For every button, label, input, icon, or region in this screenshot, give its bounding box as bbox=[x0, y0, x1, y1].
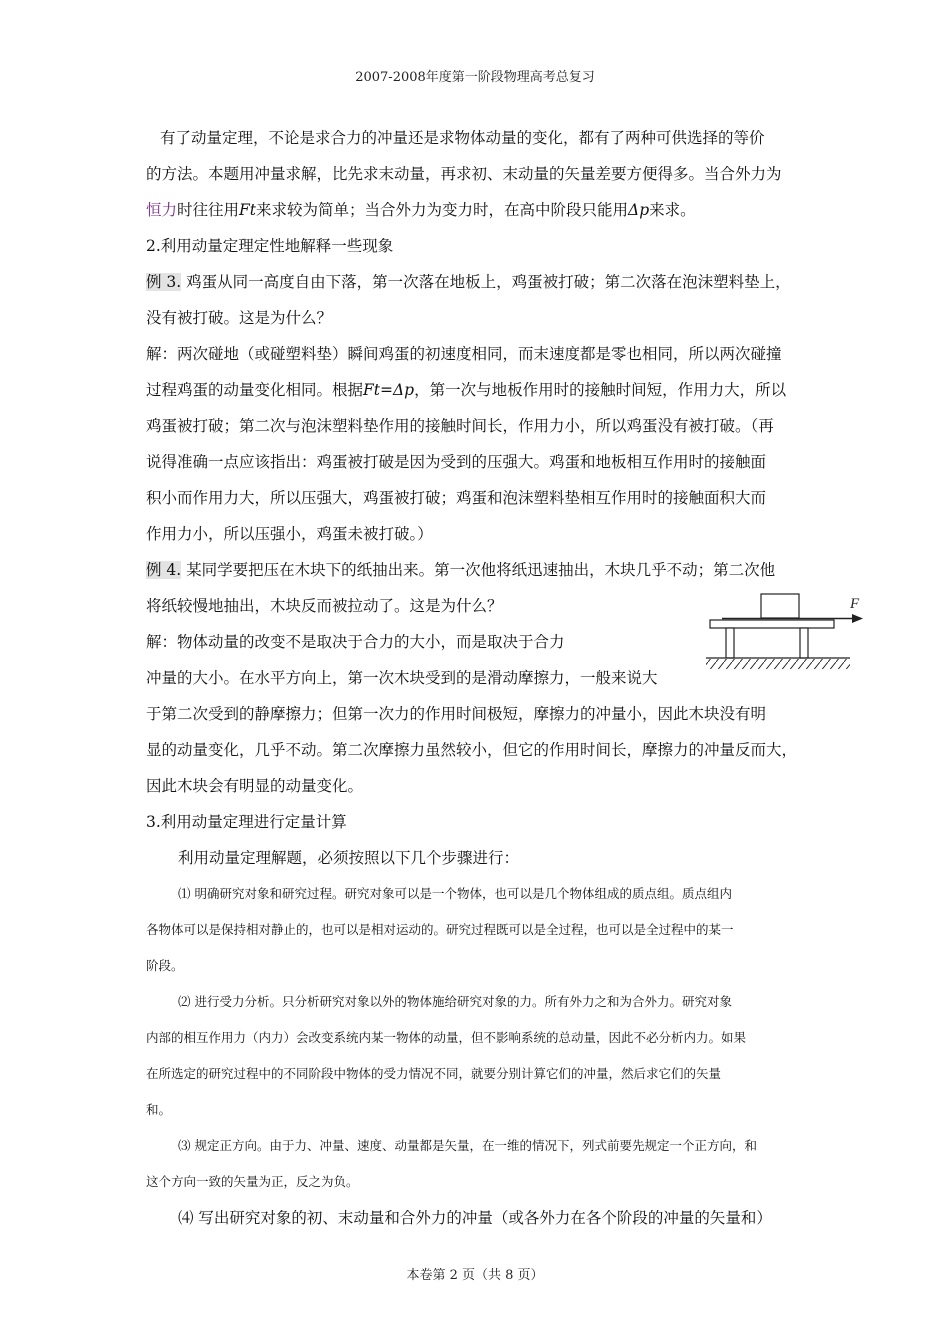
page-footer bbox=[0, 1264, 950, 1283]
step-2: ⑵ 进行受力分析。只分析研究对象以外的物体施给研究对象的力。所有外力之和为合外力。研究对象 内部的相互作用力（内力）会改变系统内某一物体的动量，但不影响系统的总动量，因此不必分析内力。如果 在所选定的研究过程中的不同阶段中物体的受力情况不同，就要分别计算它们的冲量，然后求它们的矢量 和。 bbox=[146, 994, 747, 1117]
page-number: 2 bbox=[449, 1268, 458, 1283]
paragraph-line: 鸡蛋被打破；第二次与泡沫塑料垫作用的接触时间长，作用力小，所以鸡蛋没有被打破。（再 bbox=[146, 417, 774, 435]
step-1: ⑴ 明确研究对象和研究过程。研究对象可以是一个物体，也可以是几个物体组成的质点组。质点组内 各物体可以是保持相对静止的，也可以是相对运动的。研究过程既可以是全过程，也可以是全过程中的某一 阶段。 bbox=[146, 886, 734, 973]
formula-dp: Δp bbox=[628, 201, 650, 219]
table-top bbox=[710, 620, 834, 628]
example-3-line: 例 3. 鸡蛋从同一高度自由下落，第一次落在地板上，鸡蛋被打破；第二次落在泡沫塑料垫上， bbox=[146, 273, 791, 291]
example-3-label: 例 3. bbox=[146, 273, 182, 291]
paragraph-line: 显的动量变化，几乎不动。第二次摩擦力虽然较小，但它的作用时间长，摩擦力的冲量反而大， bbox=[146, 741, 798, 759]
example-4-label: 例 4. bbox=[146, 561, 182, 579]
page-header: 2007-2008年度第一阶段物理高考总复习 bbox=[355, 70, 595, 85]
paragraph-line: 有了动量定理，不论是求合力的冲量还是求物体动量的变化，都有了两种可供选择的等价 bbox=[160, 129, 765, 147]
paragraph-line: 将纸较慢地抽出，木块反而被拉动了。这是为什么？ bbox=[146, 597, 503, 615]
paragraph-line: 解：两次碰地（或碰塑料垫）瞬间鸡蛋的初速度相同，而末速度都是零也相同，所以两次碰撞 bbox=[146, 345, 782, 363]
step-4: ⑷ 写出研究对象的初、末动量和合外力的冲量（或各外力在各个阶段的冲量的矢量和） bbox=[178, 1209, 772, 1227]
paragraph-line: 因此木块会有明显的动量变化。 bbox=[146, 777, 364, 795]
paragraph-line: 作用力小，所以压强小，鸡蛋未被打破。） bbox=[146, 525, 433, 543]
table-leg-left bbox=[726, 628, 734, 658]
paragraph-line: 的方法。本题用冲量求解，比先求末动量，再求初、末动量的矢量差要方便得多。当合外力为 bbox=[146, 165, 782, 183]
example-4-line: 例 4. 某同学要把压在木块下的纸抽出来。第一次他将纸迅速抽出，木块几乎不动；第二次他 bbox=[146, 561, 776, 579]
paragraph-line: 说得准确一点应该指出：鸡蛋被打破是因为受到的压强大。鸡蛋和地板相互作用时的接触面 bbox=[146, 453, 767, 471]
force-label: F bbox=[850, 596, 860, 612]
link-constant-force[interactable]: 恒力 bbox=[146, 201, 178, 219]
footer-suffix: 页（共 8 页） bbox=[462, 1268, 544, 1283]
footer-prefix: 本卷第 bbox=[406, 1268, 446, 1283]
block-table-figure bbox=[700, 592, 870, 676]
formula-ft: Ft bbox=[239, 201, 257, 219]
paragraph-line: 冲量的大小。在水平方向上，第一次木块受到的是滑动摩擦力，一般来说大 bbox=[146, 669, 658, 687]
document-body bbox=[146, 120, 812, 1236]
table-leg-right bbox=[800, 628, 808, 658]
block-table-diagram bbox=[700, 592, 870, 672]
section-heading: 2.利用动量定理定性地解释一些现象 bbox=[146, 237, 394, 255]
paragraph-line: 过程鸡蛋的动量变化相同。根据Ft=Δp，第一次与地板作用时的接触时间短，作用力大，所以 bbox=[146, 381, 787, 399]
paragraph-line: 没有被打破。这是为什么？ bbox=[146, 309, 333, 327]
formula-impulse: Ft=Δp bbox=[363, 381, 415, 399]
force-arrow-icon bbox=[852, 614, 863, 623]
paragraph-line: 于第二次受到的静摩擦力；但第一次力的作用时间极短，摩擦力的冲量小，因此木块没有明 bbox=[146, 705, 767, 723]
paragraph-line: 解：物体动量的改变不是取决于合力的大小，而是取决于合力 bbox=[146, 633, 565, 651]
paragraph-line: 恒力时往往用Ft来求较为简单；当合外力为变力时，在高中阶段只能用Δp来求。 bbox=[146, 201, 696, 219]
ground-hatch bbox=[706, 659, 850, 669]
step-3: ⑶ 规定正方向。由于力、冲量、速度、动量都是矢量，在一维的情况下，列式前要先规定一个正方向，和 这个方向一致的矢量为正，反之为负。 bbox=[146, 1138, 757, 1189]
section-heading: 3.利用动量定理进行定量计算 bbox=[146, 813, 347, 831]
wooden-block bbox=[761, 594, 799, 618]
paragraph-line: 积小而作用力大，所以压强大，鸡蛋被打破；鸡蛋和泡沫塑料垫相互作用时的接触面积大而 bbox=[146, 489, 767, 507]
paragraph-line: 利用动量定理解题，必须按照以下几个步骤进行： bbox=[178, 849, 520, 867]
